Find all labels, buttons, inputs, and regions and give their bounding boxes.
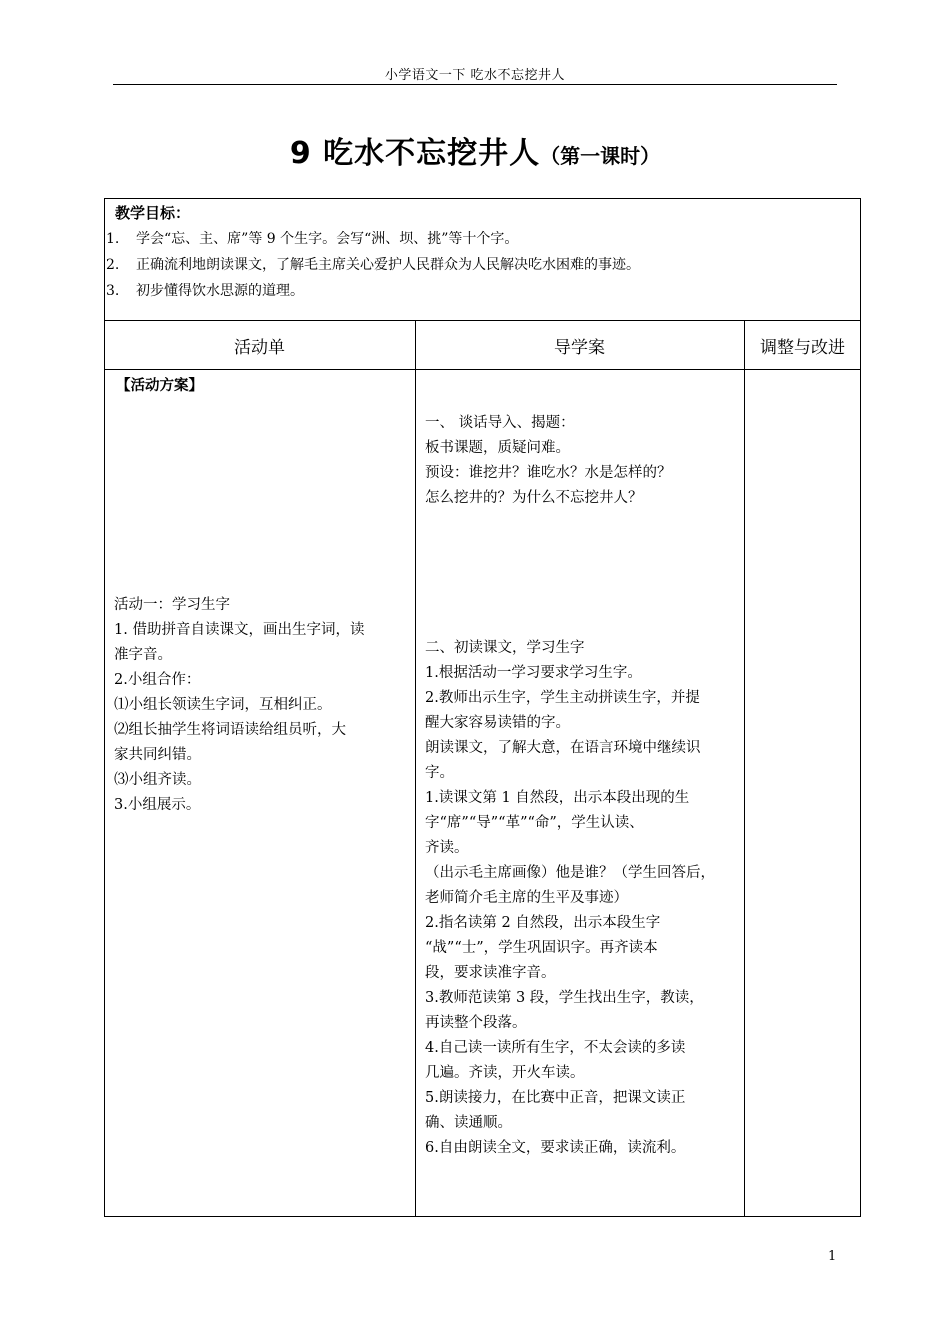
guide-line: 字。 bbox=[425, 765, 454, 781]
guide-line: “战”“士”，学生巩固识字。再齐读本 bbox=[425, 940, 658, 956]
guide-line: 1.读课文第 1 自然段，出示本段出现的生 bbox=[425, 790, 690, 806]
goal-text: 正确流利地朗读课文，了解毛主席关心爱护人民群众为人民解决吃水困难的事迹。 bbox=[136, 257, 640, 273]
activity-line: 家共同纠错。 bbox=[114, 747, 201, 763]
goal-number: 2. bbox=[106, 257, 120, 273]
activity-plan-title: 【活动方案】 bbox=[116, 378, 203, 394]
guide-line: （出示毛主席画像）他是谁？（学生回答后， bbox=[425, 865, 715, 881]
guide-line: 一、 谈话导入、揭题： bbox=[425, 415, 575, 431]
column-header-activity: 活动单 bbox=[234, 338, 285, 358]
activity-line: ⑶小组齐读。 bbox=[114, 772, 201, 788]
lesson-title-sub: （第一课时） bbox=[540, 144, 661, 168]
goal-item bbox=[106, 254, 640, 274]
activity-content bbox=[114, 593, 364, 818]
guide-line: 2.教师出示生字，学生主动拼读生字，并提 bbox=[425, 690, 700, 706]
guide-line: 1.根据活动一学习要求学习生字。 bbox=[425, 665, 642, 681]
guide-line: 预设：谁挖井？谁吃水？水是怎样的？ bbox=[425, 465, 672, 481]
activity-line: ⑴小组长领读生字词，互相纠正。 bbox=[114, 697, 332, 713]
activity-line: 活动一：学习生字 bbox=[114, 597, 230, 613]
column-header-adjust: 调整与改进 bbox=[760, 338, 845, 358]
goal-item bbox=[106, 228, 518, 248]
column-divider-2 bbox=[744, 320, 745, 1217]
lesson-title-main: 9 吃水不忘挖井人 bbox=[289, 136, 541, 171]
guide-line: 老师简介毛主席的生平及事迹） bbox=[425, 890, 628, 906]
goals-title: 教学目标： bbox=[115, 204, 191, 222]
activity-line: 1. 借助拼音自读课文，画出生字词，读 bbox=[114, 622, 365, 638]
activity-line: 2.小组合作： bbox=[114, 672, 201, 688]
goal-text: 初步懂得饮水思源的道理。 bbox=[136, 283, 304, 299]
header-rule bbox=[113, 84, 837, 85]
guide-line: 齐读。 bbox=[425, 840, 469, 856]
activity-line: 3.小组展示。 bbox=[114, 797, 201, 813]
lesson-title bbox=[0, 128, 950, 172]
guide-line: 段，要求读准字音。 bbox=[425, 965, 556, 981]
guide-section-1 bbox=[425, 411, 672, 511]
goal-text: 学会“忘、主、席”等 9 个生字。会写“洲、坝、挑”等十个字。 bbox=[136, 231, 519, 247]
column-header-guide: 导学案 bbox=[554, 338, 605, 358]
guide-line: 再读整个段落。 bbox=[425, 1015, 527, 1031]
goal-number: 3. bbox=[106, 283, 120, 299]
running-header: 小学语文一下 吃水不忘挖井人 bbox=[384, 68, 566, 83]
page-number: 1 bbox=[828, 1249, 837, 1264]
guide-line: 2.指名读第 2 自然段，出示本段生字 bbox=[425, 915, 661, 931]
guide-line: 确、读通顺。 bbox=[425, 1115, 512, 1131]
guide-line: 怎么挖井的？为什么不忘挖井人？ bbox=[425, 490, 643, 506]
guide-line: 字“席”“导”“革”“命”，学生认读、 bbox=[425, 815, 644, 831]
guide-line: 朗读课文，了解大意，在语言环境中继续识 bbox=[425, 740, 701, 756]
goal-item bbox=[106, 280, 304, 300]
guide-line: 板书课题，质疑问难。 bbox=[425, 440, 570, 456]
header-row-divider bbox=[104, 369, 861, 370]
goals-divider bbox=[104, 320, 861, 321]
guide-line: 几遍。齐读，开火车读。 bbox=[425, 1065, 585, 1081]
guide-line: 3.教师范读第 3 段，学生找出生字，教读， bbox=[425, 990, 704, 1006]
guide-line: 4.自己读一读所有生字，不太会读的多读 bbox=[425, 1040, 686, 1056]
goal-number: 1. bbox=[106, 231, 120, 247]
guide-line: 5.朗读接力，在比赛中正音，把课文读正 bbox=[425, 1090, 686, 1106]
guide-section-2 bbox=[425, 636, 715, 1161]
activity-line: 准字音。 bbox=[114, 647, 172, 663]
guide-line: 二、初读课文，学习生字 bbox=[425, 640, 585, 656]
guide-line: 6.自由朗读全文，要求读正确，读流利。 bbox=[425, 1140, 686, 1156]
activity-line: ⑵组长抽学生将词语读给组员听，大 bbox=[114, 722, 346, 738]
guide-line: 醒大家容易读错的字。 bbox=[425, 715, 570, 731]
column-divider-1 bbox=[415, 320, 416, 1217]
